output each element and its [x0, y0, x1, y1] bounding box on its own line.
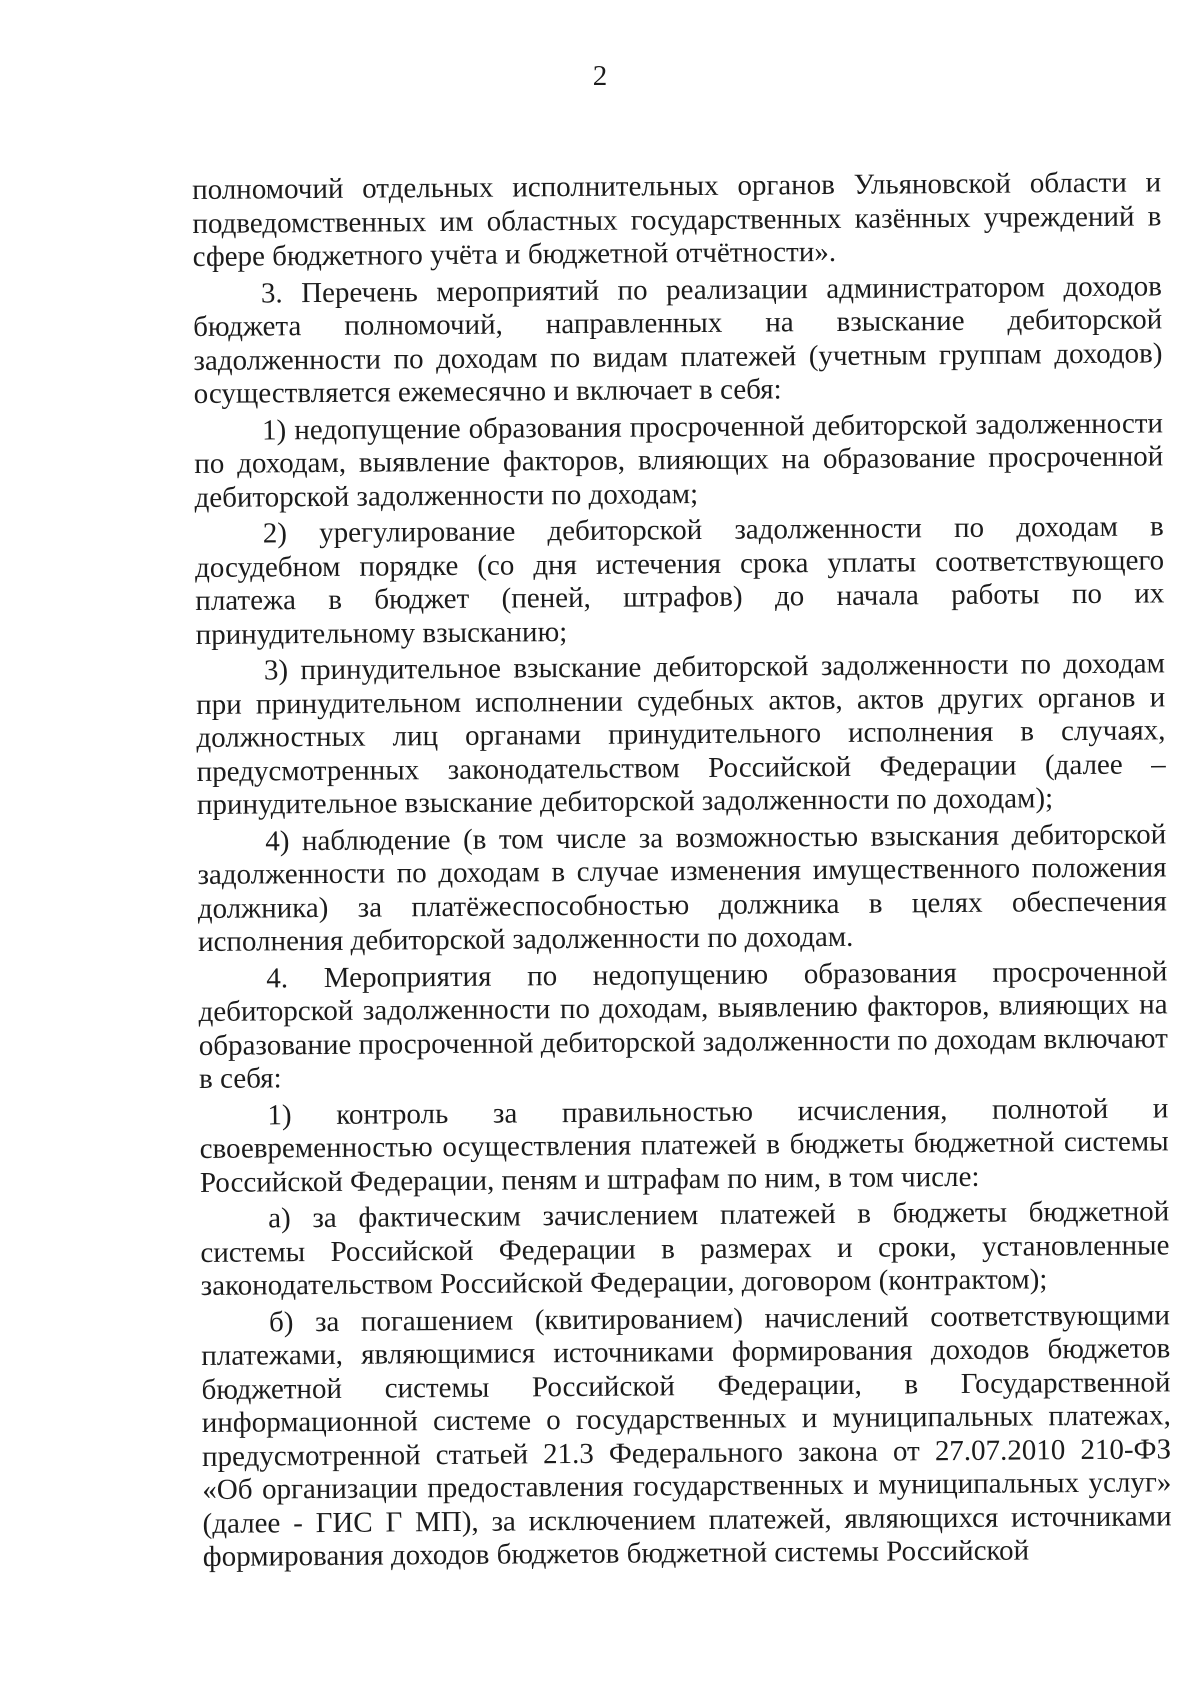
paragraph-subitem-4-1-a: а) за фактическим зачислением платежей в бюджеты бюджетной системы Российской Федерации в размерах и сроки, установленные законодательством Российской Федерации, договором (контрактом);	[200, 1195, 1170, 1302]
paragraph-subitem-3-3: 3) принудительное взыскание дебиторской задолженности по доходам при принудительном исполнении судебных актов, актов других органов и должностных лиц органами принудительного исполнения в случаях, предусмотренных законодательством Российской Федерации (далее – принудительное взыскание дебиторской задолженности по доходам);	[196, 647, 1166, 821]
paragraph-continuation: полномочий отдельных исполнительных органов Ульяновской области и подведомственных им областных государственных казённых учреждений в сфере бюджетного учёта и бюджетной отчётности».	[192, 166, 1162, 273]
paragraph-item-4: 4. Мероприятия по недопущению образования просроченной дебиторской задолженности по доходам, выявлению факторов, влияющих на образование просроченной дебиторской задолженности по доходам включают в себя:	[198, 954, 1168, 1095]
paragraph-subitem-4-1-b: б) за погашением (квитированием) начислений соответствующими платежами, являющимися источниками формирования доходов бюджетов бюджетной системы Российской Федерации, в Государственной информационной системе о государственных и муниципальных платежах, предусмотренной статьей 21.3 Федерального закона от 27.07.2010 210-ФЗ «Об организации предоставления государственных и муниципальных услуг» (далее - ГИС Г МП), за исключением платежей, являющихся источниками формирования доходов бюджетов бюджетной системы Российской	[201, 1298, 1172, 1573]
paragraph-subitem-3-4: 4) наблюдение (в том числе за возможностью взыскания дебиторской задолженности по доходам в случае изменения имущественного положения должника) за платёжеспособностью должника в целях обеспечения исполнения дебиторской задолженности по доходам.	[197, 817, 1167, 958]
paragraph-item-3: 3. Перечень мероприятий по реализации администратором доходов бюджета полномочий, направленных на взыскание дебиторской задолженности по доходам по видам платежей (учетным группам доходов) осуществляется ежемесячно и включает в себя:	[193, 269, 1163, 410]
paragraph-subitem-4-1: 1) контроль за правильностью исчисления, полнотой и своевременностью осуществления платежей в бюджеты бюджетной системы Российской Федерации, пеням и штрафам по ним, в том числе:	[199, 1091, 1169, 1199]
paragraph-subitem-3-2: 2) урегулирование дебиторской задолженности по доходам в досудебном порядке (со дня истечения срока уплаты соответствующего платежа в бюджет (пеней, штрафов) до начала работы по их принудительному взысканию;	[194, 510, 1165, 651]
page-number: 2	[592, 60, 608, 92]
paragraph-subitem-3-1: 1) недопущение образования просроченной дебиторской задолженности по доходам, выявление факторов, влияющих на образование просроченной дебиторской задолженности по доходам;	[194, 406, 1164, 514]
document-body	[192, 166, 1172, 1577]
